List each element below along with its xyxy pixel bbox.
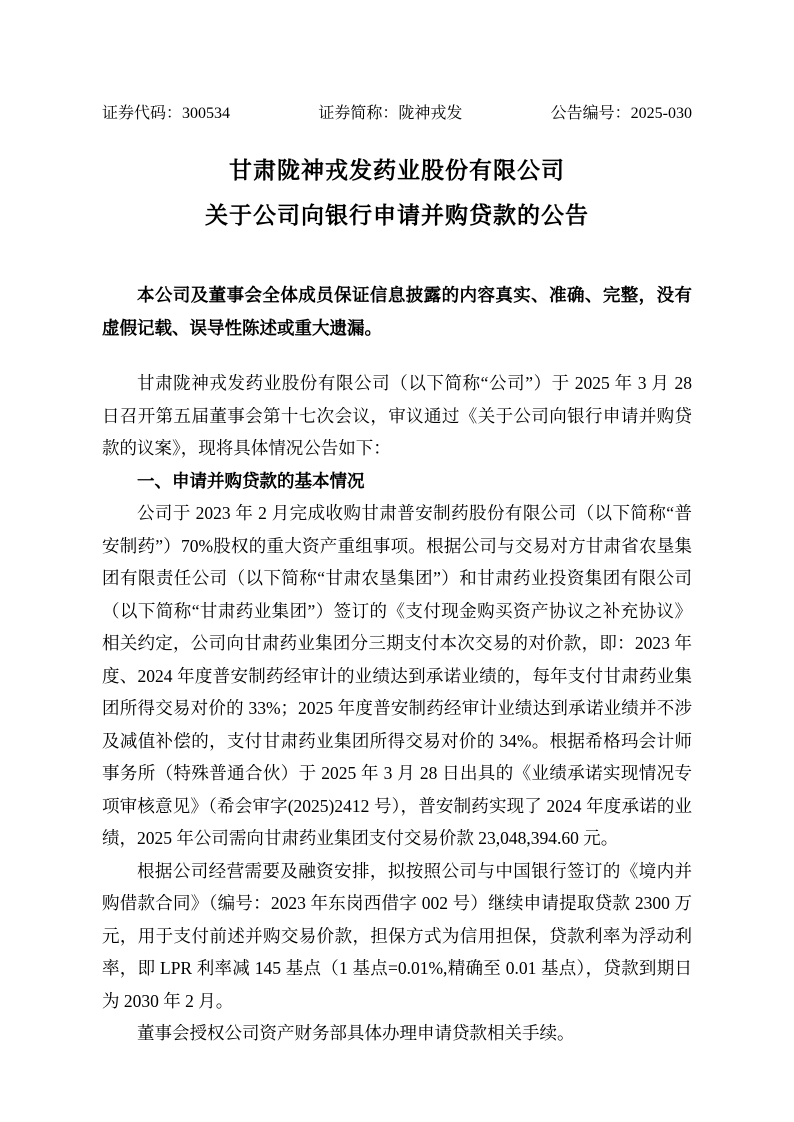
intro-paragraph: 甘肃陇神戎发药业股份有限公司（以下简称“公司”）于 2025 年 3 月 28 日召开第五届董事会第十七次会议，审议通过《关于公司向银行申请并购贷款的议案》，现将具体情况公告如下： bbox=[102, 373, 692, 458]
document-content bbox=[102, 0, 692, 1050]
announcement-title: 关于公司向银行申请并购贷款的公告 bbox=[205, 203, 589, 228]
intro-section bbox=[102, 367, 692, 465]
acquisition-background-paragraph: 公司于 2023 年 2 月完成收购甘肃普安制药股份有限公司（以下简称“普安制药”）70%股权的重大资产重组事项。根据公司与交易对方甘肃省农垦集团有限责任公司（以下简称“甘肃农垦集团”）和甘肃药业投资集团有限公司（以下简称“甘肃药业集团”）签订的《支付现金购买资产协议之补充协议》相关约定，公司向甘肃药业集团分三期支付本次交易的对价款，即：2023 年度、2024 年度普安制药经审计的业绩达到承诺业绩的，每年支付甘肃药业集团所得交易对价的 33%；2025 年度普安制药经审计业绩达到承诺业绩并不涉及减值补偿的，支付甘肃药业集团所得交易对价的 34%。根据希格玛会计师事务所（特殊普通合伙）于 2025 年 3 月 28 日出具的《业绩承诺实现情况专项审核意见》（希会审字(2025)2412 号），普安制药实现了 2024 年度承诺的业绩，2025 年公司需向甘肃药业集团支付交易价款 23,048,394.60 元。 bbox=[102, 503, 692, 848]
section-1 bbox=[102, 465, 692, 1050]
disclaimer-statement: 本公司及董事会全体成员保证信息披露的内容真实、准确、完整，没有虚假记载、误导性陈述或重大遗漏。 bbox=[102, 285, 692, 338]
stock-code: 证券代码：300534 bbox=[102, 105, 231, 122]
loan-application-paragraph: 根据公司经营需要及融资安排，拟按照公司与中国银行签订的《境内并购借款合同》（编号：2023 年东岗西借字 002 号）继续申请提取贷款 2300 万元，用于支付前述并购交易价款，担保方式为信用担保，贷款利率为浮动利率，即 LPR 利率减 145 基点（1 基点=0.01%,精确至 0.01 基点），贷款到期日为 2030 年 2 月。 bbox=[102, 860, 692, 1011]
company-name-title: 甘肃陇神戎发药业股份有限公司 bbox=[229, 158, 565, 183]
document-header bbox=[102, 0, 692, 124]
section-1-heading: 一、申请并购贷款的基本情况 bbox=[137, 470, 365, 491]
board-authorization-paragraph: 董事会授权公司资产财务部具体办理申请贷款相关手续。 bbox=[137, 1023, 575, 1043]
stock-abbreviation: 证券简称：陇神戎发 bbox=[318, 105, 463, 122]
announcement-number: 公告编号：2025-030 bbox=[550, 105, 692, 122]
